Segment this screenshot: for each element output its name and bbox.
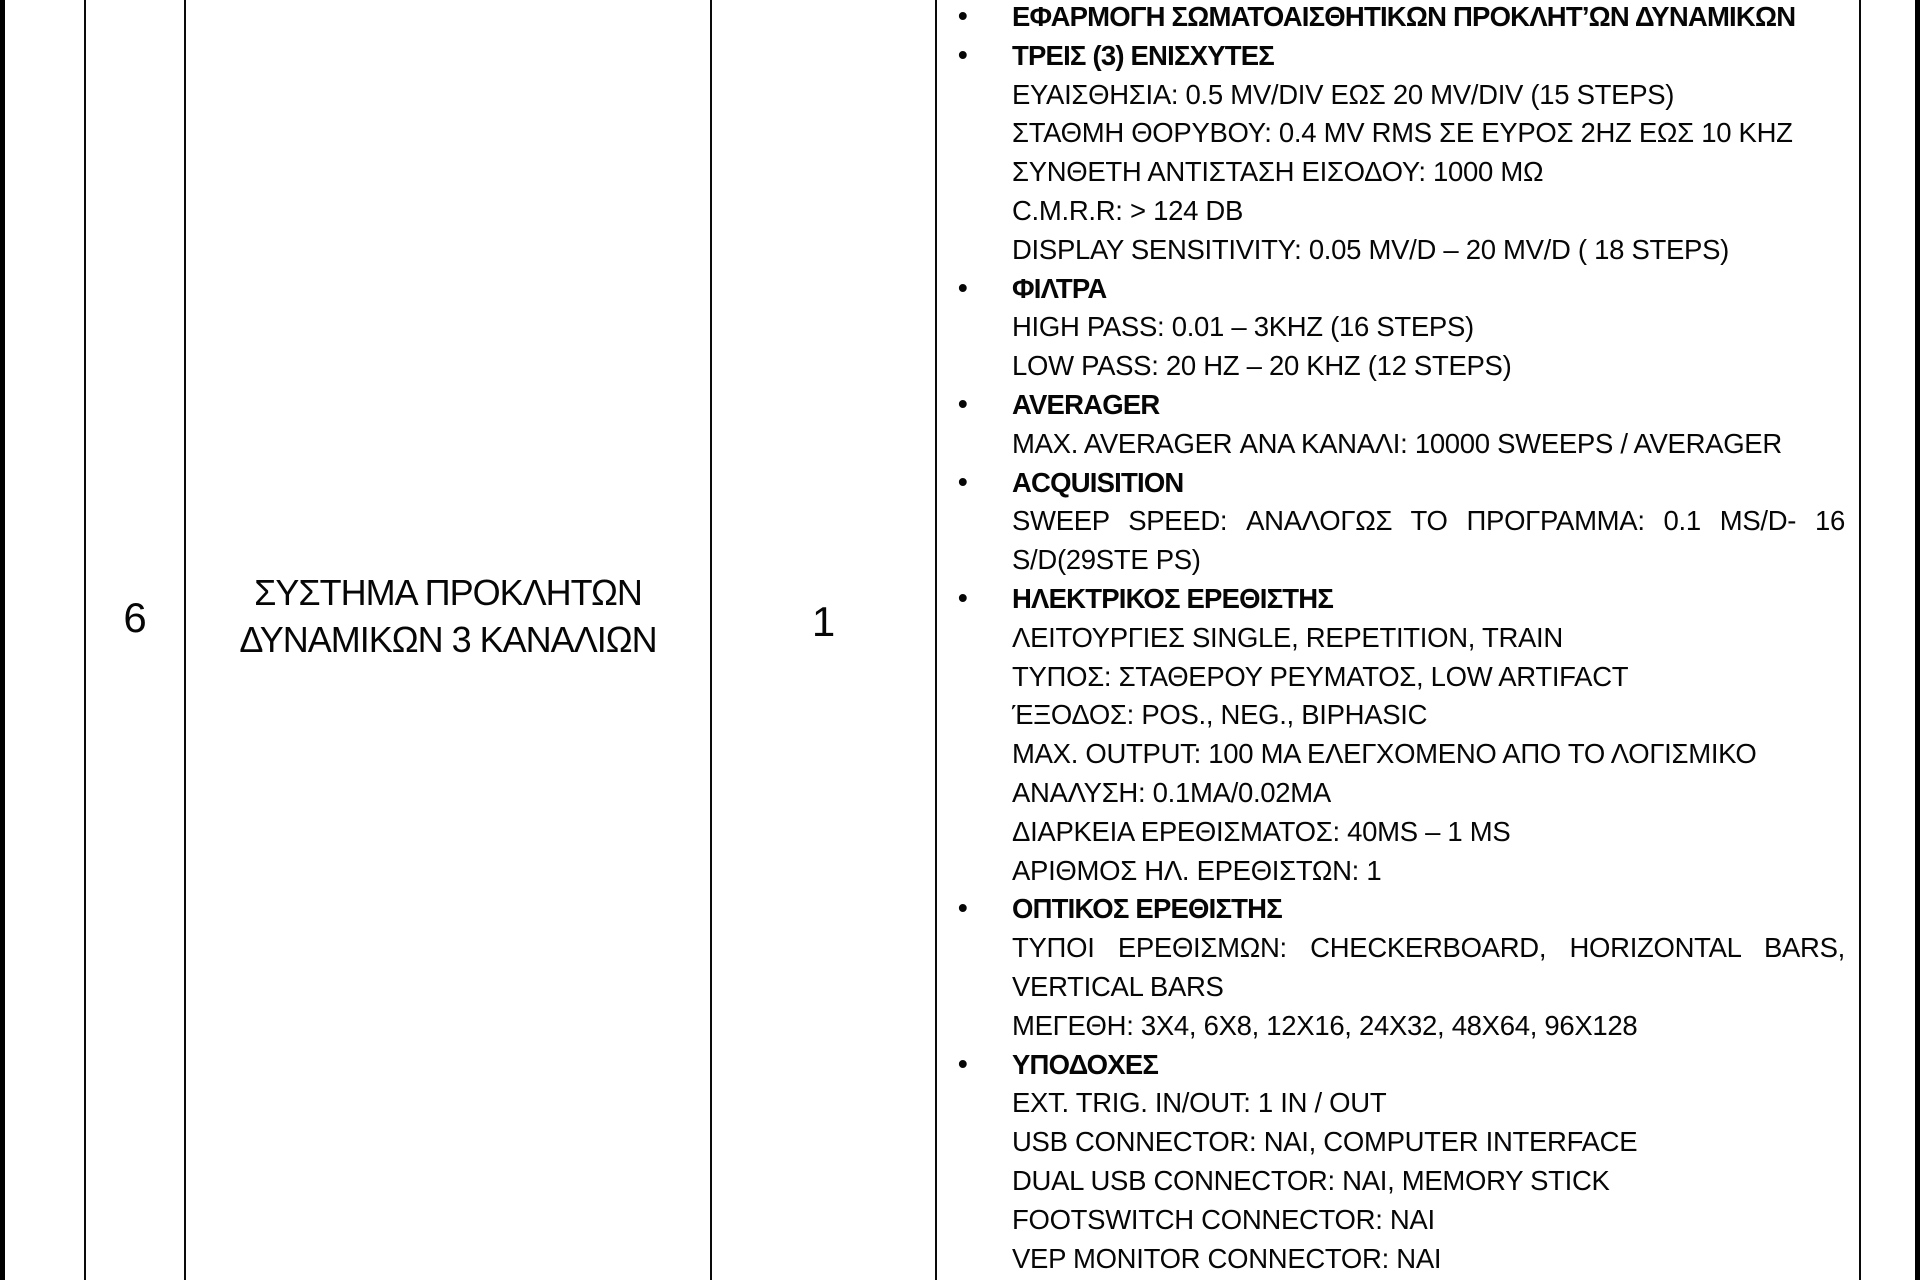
spec-line: S/D(29STE PS) xyxy=(1012,544,1201,576)
bullet-icon: • xyxy=(958,892,967,924)
specifications-cell xyxy=(937,0,1861,1280)
spec-line: VERTICAL BARS xyxy=(1012,970,1224,1002)
spec-section-title: • ΤΡΕΙΣ (3) ΕΝΙΣΧΥΤΕΣ xyxy=(1012,37,1845,76)
bullet-icon: • xyxy=(958,38,967,70)
bullet-icon: • xyxy=(958,0,967,31)
spec-line: ΣΤΑΘΜΗ ΘΟΡΥΒΟΥ: 0.4 MV RMS ΣΕ ΕΥΡΟΣ 2HZ ΕΩΣ 10 KHZ xyxy=(1012,117,1793,149)
spec-section-title: • ΦΙΛΤΡΑ xyxy=(1012,270,1845,309)
bullet-icon: • xyxy=(958,1047,967,1079)
bullet-icon: • xyxy=(958,387,967,419)
description-line-1: ΣΥΣΤΗΜΑ ΠΡΟΚΛΗΤΩΝ xyxy=(254,572,642,613)
spec-section-title: • ACQUISITION xyxy=(1012,464,1845,503)
spec-section-title: • AVERAGER xyxy=(1012,386,1845,425)
spec-section-title: • ΕΦΑΡΜΟΓΗ ΣΩΜΑΤΟΑΙΣΘΗΤΙΚΩΝ ΠΡΟΚΛΗΤ’ΩΝ ΔΥΝΑΜΙΚΩΝ xyxy=(1012,0,1845,37)
spec-section-title: • ΥΠΟΔΟΧΕΣ xyxy=(1012,1046,1845,1085)
spec-line: ΤΥΠΟΙ ΕΡΕΘΙΣΜΩΝ: CHECKERBOARD, HORIZONTAL BARS, xyxy=(1012,932,1845,964)
spec-line: DUAL USB CONNECTOR: ΝΑΙ, MEMORY STICK xyxy=(1012,1164,1610,1196)
specification-table xyxy=(5,0,1863,1280)
item-number-cell xyxy=(86,0,186,1280)
bullet-icon: • xyxy=(958,465,967,497)
bullet-icon: • xyxy=(958,581,967,613)
page-right-edge xyxy=(1915,0,1920,1280)
spec-line: USB CONNECTOR: ΝΑΙ, COMPUTER INTERFACE xyxy=(1012,1126,1638,1158)
quantity-value: 1 xyxy=(811,598,836,645)
item-description xyxy=(186,569,710,663)
quantity-cell xyxy=(712,0,937,1280)
spec-line: ΛΕΙΤΟΥΡΓΙΕΣ SINGLE, REPETITION, TRAIN xyxy=(1012,621,1563,653)
spec-line: MAX. OUTPUT: 100 MA ΕΛΕΓΧΟΜΕΝΟ ΑΠΟ ΤΟ ΛΟΓΙΣΜΙΚΟ xyxy=(1012,738,1757,770)
bullet-icon: • xyxy=(958,271,967,303)
spec-line: EXT. TRIG. IN/OUT: 1 IN / OUT xyxy=(1012,1087,1387,1119)
empty-column-cell xyxy=(5,0,86,1280)
spec-line: DISPLAY SENSITIVITY: 0.05 MV/D – 20 MV/D ( 18 STEPS) xyxy=(1012,233,1729,265)
spec-line: ΑΡΙΘΜΟΣ ΗΛ. ΕΡΕΘΙΣΤΩΝ: 1 xyxy=(1012,854,1382,886)
spec-line: ΤΥΠΟΣ: ΣΤΑΘΕΡΟΥ ΡΕΥΜΑΤΟΣ, LOW ARTIFACT xyxy=(1012,660,1629,692)
spec-line: C.M.R.R: > 124 DB xyxy=(1012,194,1244,226)
spec-line: ΈΞΟΔΟΣ: POS., NEG., BIPHASIC xyxy=(1012,699,1428,731)
spec-line: ΕΥΑΙΣΘΗΣΙΑ: 0.5 MV/DIV ΕΩΣ 20 MV/DIV (15 STEPS) xyxy=(1012,78,1675,110)
spec-line: ΔΙΑΡΚΕΙΑ ΕΡΕΘΙΣΜΑΤΟΣ: 40MS – 1 MS xyxy=(1012,815,1511,847)
spec-line: ΣΥΝΘΕΤΗ ΑΝΤΙΣΤΑΣΗ ΕΙΣΟΔΟΥ: 1000 ΜΩ xyxy=(1012,156,1544,188)
spec-line: FOOTSWITCH CONNECTOR: ΝΑΙ xyxy=(1012,1203,1435,1235)
spec-line: SWEEP SPEED: ΑΝΑΛΟΓΩΣ ΤΟ ΠΡΟΓΡΑΜΜΑ: 0.1 MS/D- 16 xyxy=(1012,505,1845,537)
item-number: 6 xyxy=(123,594,147,641)
specifications-list xyxy=(937,0,1859,1278)
spec-line: ΑΝΑΛΥΣΗ: 0.1ΜΑ/0.02ΜΑ xyxy=(1012,776,1331,808)
spec-line: MAX. AVERAGER ΑΝΑ ΚΑΝΑΛΙ: 10000 SWEEPS / AVERAGER xyxy=(1012,427,1782,459)
spec-section-title: • ΗΛΕΚΤΡΙΚΟΣ ΕΡΕΘΙΣΤΗΣ xyxy=(1012,580,1845,619)
description-line-2: ΔΥΝΑΜΙΚΩΝ 3 ΚΑΝΑΛΙΩΝ xyxy=(239,619,657,660)
spec-line: VEP MONITOR CONNECTOR: ΝΑΙ xyxy=(1012,1242,1442,1274)
spec-line: ΜΕΓΕΘΗ: 3Χ4, 6Χ8, 12Χ16, 24Χ32, 48Χ64, 96Χ128 xyxy=(1012,1009,1638,1041)
description-cell xyxy=(186,0,712,1280)
spec-section-title: • ΟΠΤΙΚΟΣ ΕΡΕΘΙΣΤΗΣ xyxy=(1012,890,1845,929)
spec-line: LOW PASS: 20 HZ – 20 KHZ (12 STEPS) xyxy=(1012,350,1512,382)
spec-line: HIGH PASS: 0.01 – 3KHZ (16 STEPS) xyxy=(1012,311,1474,343)
